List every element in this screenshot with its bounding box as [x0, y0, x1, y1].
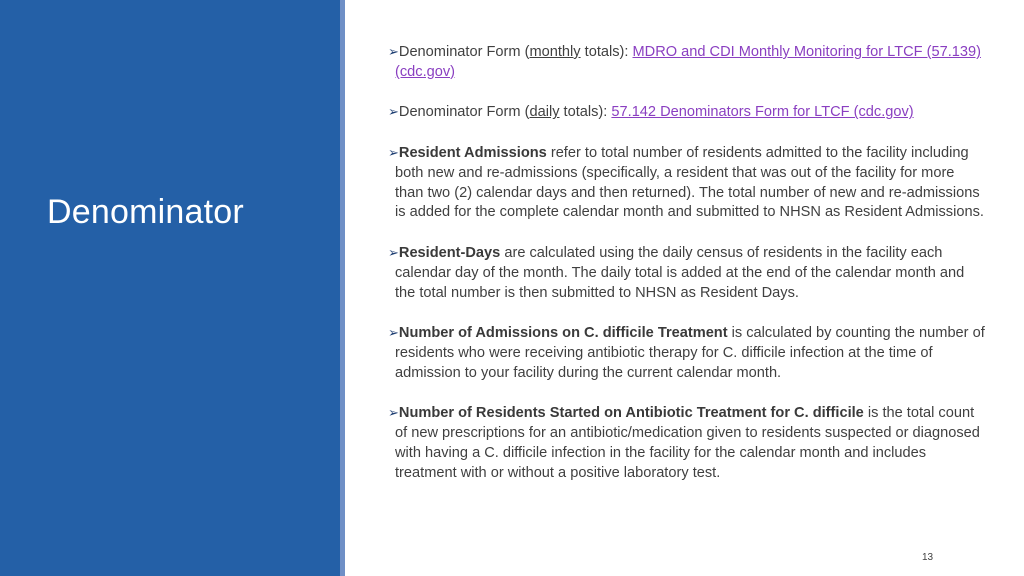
bullet-term: Number of Admissions on C. difficile Treatment — [398, 325, 728, 342]
bullet-resident-admissions — [388, 143, 986, 223]
bullet-emphasis: monthly — [529, 44, 581, 60]
daily-form-link[interactable]: 57.142 Denominators Form for LTCF (cdc.gov) — [611, 104, 914, 121]
arrow-bullet-icon: ➢ — [388, 144, 399, 160]
bullet-daily-form — [388, 102, 986, 123]
bullet-term: Number of Residents Started on Antibiotic Treatment for C. difficile — [398, 405, 864, 422]
title-panel — [0, 0, 340, 576]
page-number: 13 — [922, 552, 934, 563]
bullet-monthly-form — [388, 42, 986, 83]
monthly-form-link[interactable]: MDRO and CDI Monthly Monitoring for LTCF (57.139) (cdc.gov) — [395, 44, 981, 80]
arrow-bullet-icon: ➢ — [388, 325, 399, 341]
bullet-text: is calculated by counting the number of residents who were receiving antibiotic therapy for C. difficile infection at the time of admission to your facility during the current calendar month. — [395, 325, 985, 381]
arrow-bullet-icon: ➢ — [388, 244, 399, 260]
panel-accent-bar — [340, 0, 345, 576]
bullet-term: Resident Admissions — [398, 144, 547, 161]
arrow-bullet-icon: ➢ — [388, 104, 399, 120]
bullet-text: is the total count of new prescriptions for an antibiotic/medication given to residents suspected or diagnosed with having a C. difficile infection in the facility for the calendar month and includes treatment with or without a positive laboratory test. — [395, 405, 980, 481]
bullet-text: totals): — [559, 104, 612, 121]
bullet-list — [388, 42, 986, 503]
bullet-term: Resident-Days — [398, 244, 501, 261]
bullet-emphasis: daily — [529, 104, 560, 121]
bullet-text: totals): — [580, 44, 633, 60]
bullet-text: Denominator Form ( — [398, 44, 530, 60]
bullet-cdiff-admissions — [388, 323, 986, 383]
arrow-bullet-icon: ➢ — [388, 405, 399, 421]
slide-title: Denominator — [47, 193, 244, 231]
bullet-resident-days — [388, 243, 986, 303]
arrow-bullet-icon: ➢ — [388, 44, 399, 59]
bullet-cdiff-started — [388, 403, 986, 483]
bullet-text: refer to total number of residents admitted to the facility including both new and re-admissions (specifically, a resident that was out of the facility for more than two (2) calendar days and then returned). The total number of new and re-admissions is added for the complete calendar month and submitted to NHSN as Resident Admissions. — [395, 144, 984, 221]
bullet-text: Denominator Form ( — [398, 104, 530, 121]
bullet-text: are calculated using the daily census of residents in the facility each calendar day of the month. The daily total is added at the end of the calendar month and the total number is then submitted to NHSN as Resident Days. — [395, 244, 965, 301]
